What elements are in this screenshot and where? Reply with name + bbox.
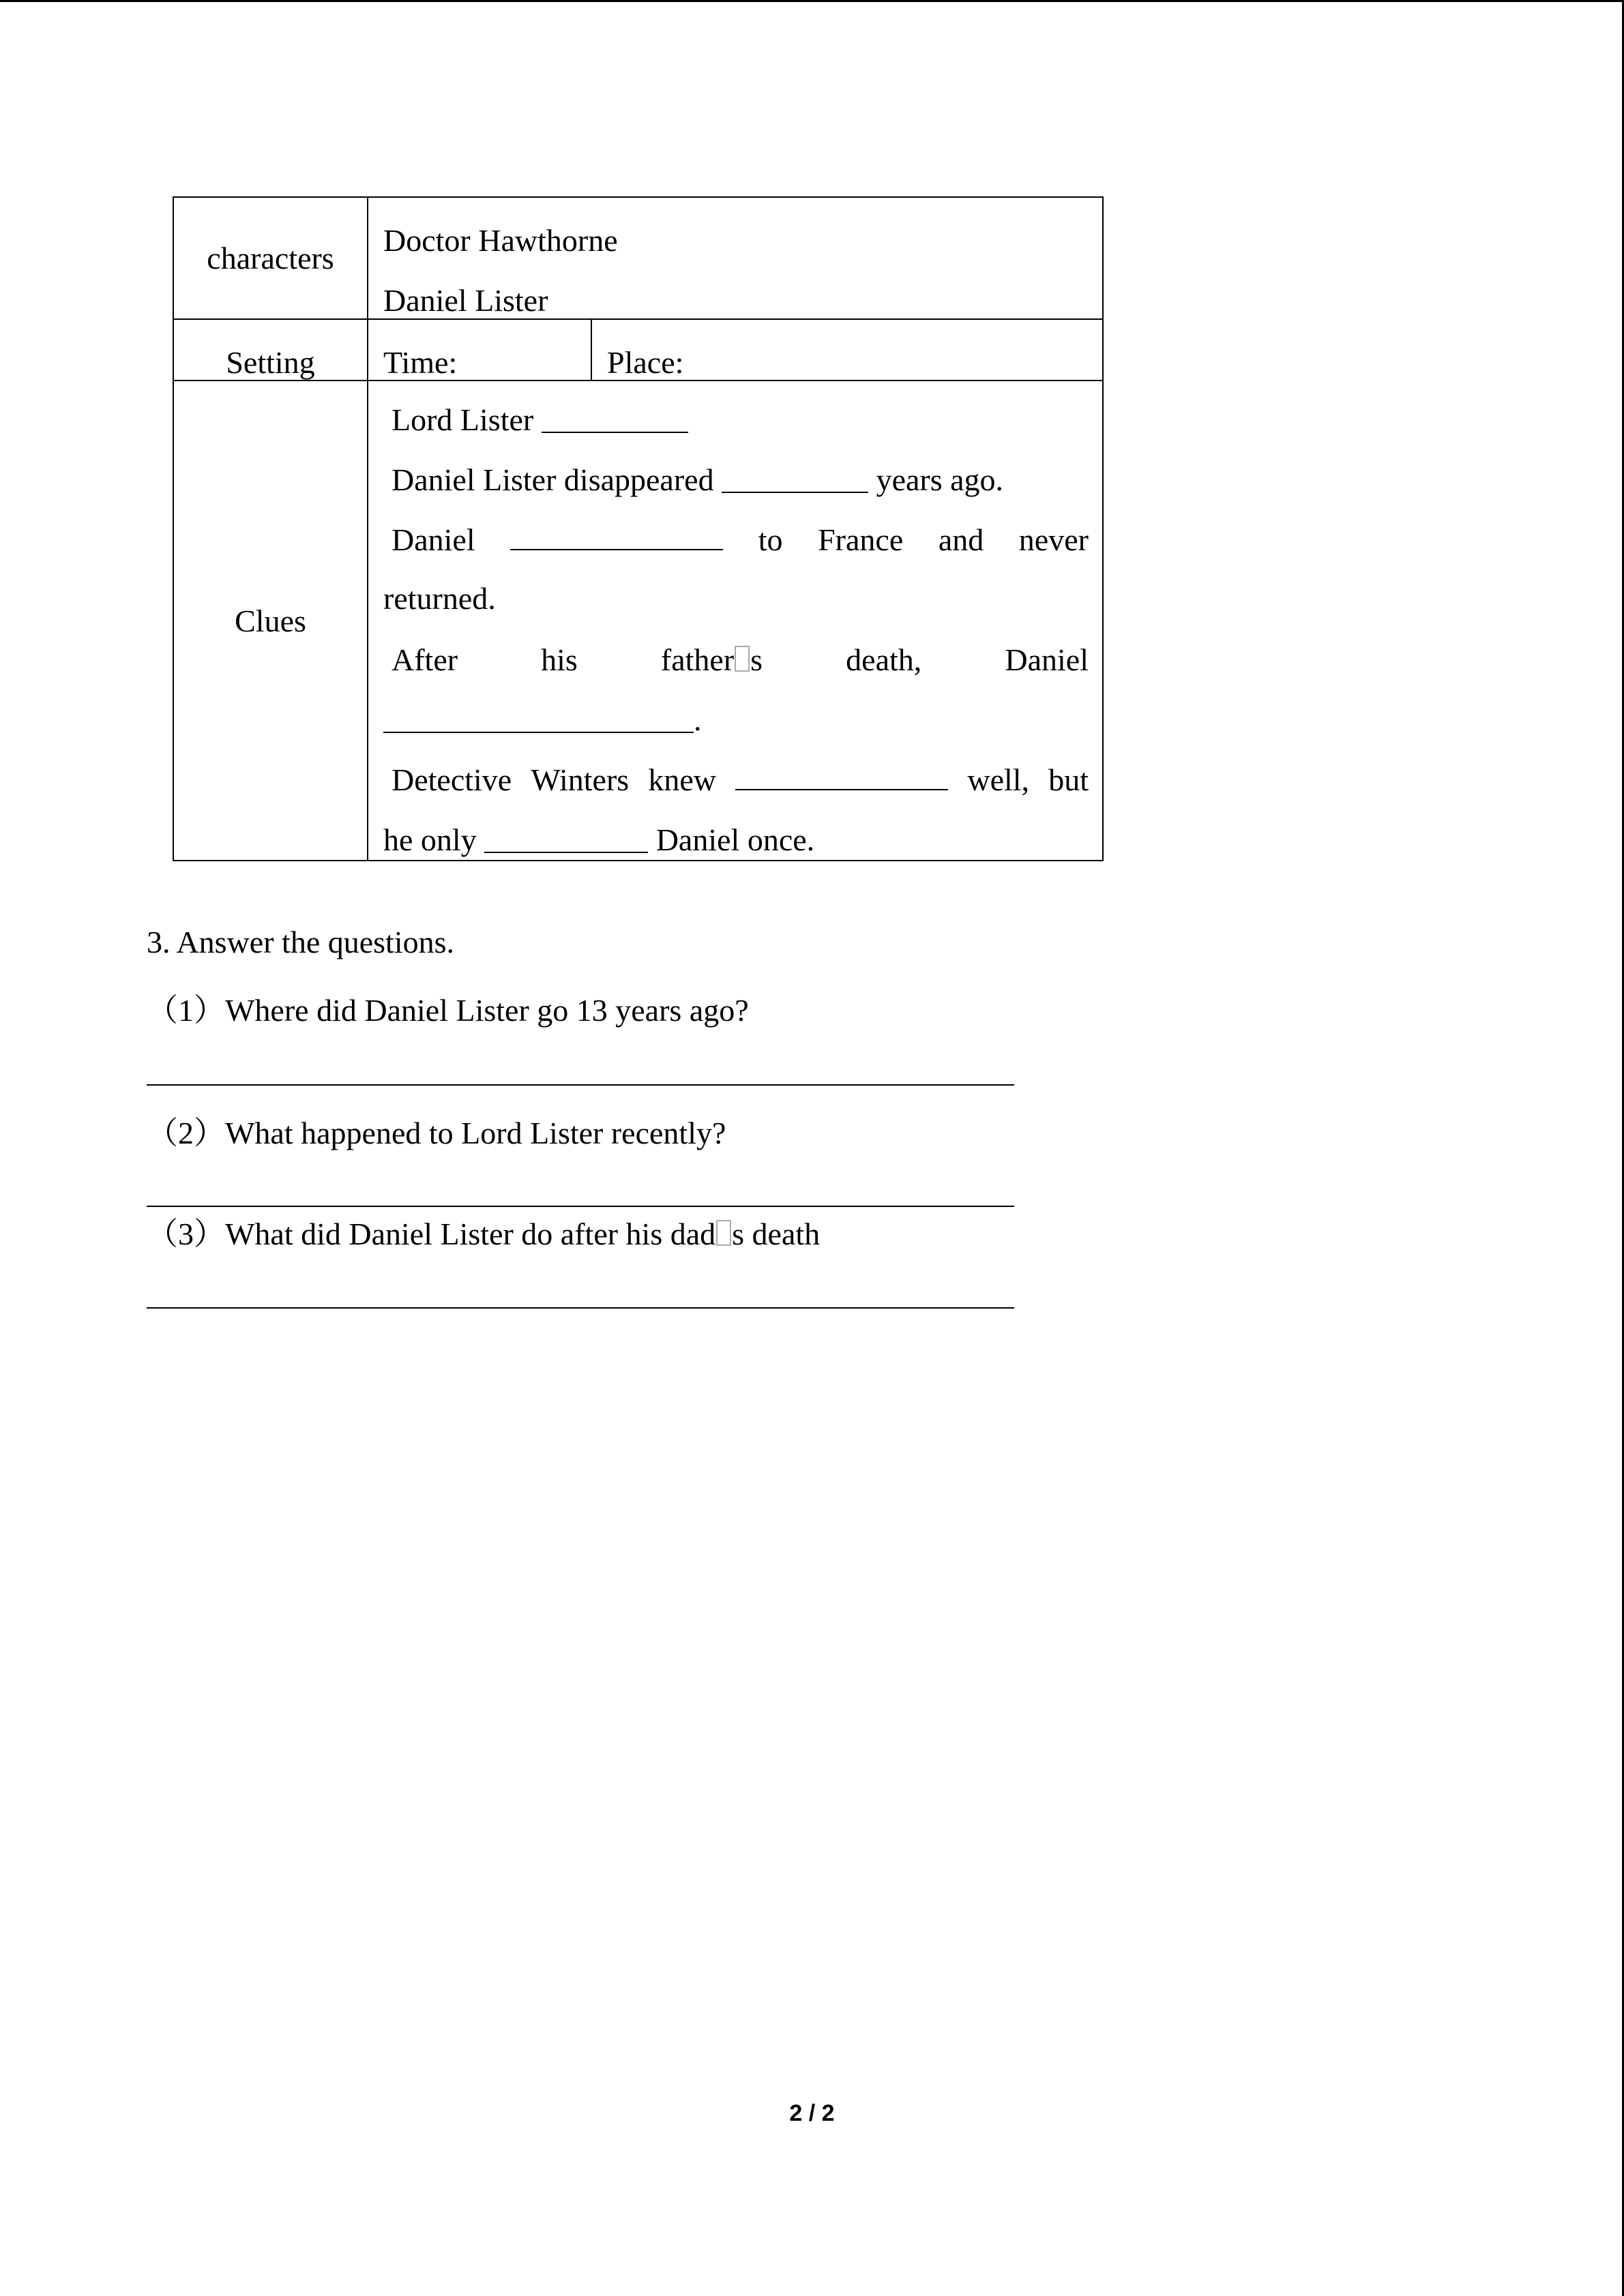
- clue-word: knew: [648, 762, 716, 797]
- character-name: Doctor Hawthorne: [383, 223, 618, 258]
- fill-blank[interactable]: [383, 704, 694, 733]
- fill-blank[interactable]: [722, 464, 868, 493]
- clue-2: [383, 462, 1089, 498]
- clue-text: .: [694, 702, 702, 737]
- clue-word: Daniel: [392, 522, 475, 557]
- clue-text: Lord Lister: [392, 402, 534, 437]
- clue-word: Winters: [531, 762, 630, 797]
- clue-4: [383, 642, 1089, 678]
- clue-4-continued: [383, 702, 1089, 738]
- clue-word: Daniel: [1005, 642, 1089, 677]
- question-3-text: （3）What did Daniel Lister do after his dad: [147, 1217, 716, 1251]
- setting-value-cell: [368, 319, 1103, 381]
- clue-5-continued: [383, 822, 1089, 858]
- characters-value-cell: [368, 197, 1103, 319]
- missing-glyph-icon: [735, 646, 750, 672]
- clue-word: After: [392, 642, 458, 677]
- clue-word: well,: [967, 762, 1030, 797]
- page-top-border: [0, 0, 1624, 2]
- answer-line-1[interactable]: [147, 1084, 1014, 1086]
- questions-heading: 3. Answer the questions.: [147, 925, 455, 959]
- clue-word: never: [1018, 522, 1089, 557]
- clue-word: but: [1048, 762, 1089, 797]
- character-name: Daniel Lister: [383, 283, 548, 318]
- fill-blank[interactable]: [510, 522, 723, 550]
- fill-blank[interactable]: [735, 762, 948, 790]
- clue-1: [383, 402, 1089, 438]
- clue-word: s: [750, 642, 763, 677]
- page-number: 2 / 2: [789, 2100, 835, 2126]
- clue-word: his: [541, 642, 578, 677]
- clue-word: and: [938, 522, 984, 557]
- answer-line-2[interactable]: [147, 1206, 1014, 1207]
- clues-label: Clues: [173, 381, 368, 861]
- clue-text: he only: [383, 822, 477, 857]
- setting-row: [173, 319, 1103, 381]
- clue-word: father: [660, 642, 735, 677]
- clue-text: years ago.: [876, 462, 1004, 497]
- question-2: （2）What happened to Lord Lister recently?: [147, 1116, 726, 1150]
- time-label: Time:: [383, 345, 458, 380]
- question-1: （1）Where did Daniel Lister go 13 years ago?: [147, 993, 749, 1028]
- clue-3-continued: returned.: [383, 581, 496, 616]
- setting-label: [173, 319, 368, 381]
- clue-word: France: [818, 522, 904, 557]
- clues-row: [173, 381, 1103, 861]
- question-3-text: s death: [732, 1217, 821, 1251]
- clue-text: Daniel once.: [655, 822, 815, 857]
- clue-5: [383, 762, 1089, 798]
- setting-place-cell: [592, 320, 1102, 380]
- clue-word: Detective: [392, 762, 512, 797]
- characters-label: characters: [173, 197, 368, 319]
- clue-word: death,: [846, 642, 922, 677]
- clues-value-cell: [368, 381, 1103, 861]
- characters-row: [173, 197, 1103, 319]
- setting-time-cell: [368, 320, 592, 380]
- question-3: [147, 1209, 820, 1254]
- story-map-table: [173, 196, 1104, 861]
- fill-blank[interactable]: [484, 824, 648, 853]
- missing-glyph-icon: [716, 1220, 731, 1246]
- setting-label-text: Setting: [226, 344, 315, 380]
- clue-3: [383, 522, 1089, 558]
- place-label: Place:: [607, 345, 684, 380]
- clue-word: to: [758, 522, 783, 557]
- answer-line-3[interactable]: [147, 1307, 1014, 1309]
- clue-text: Daniel Lister disappeared: [392, 462, 714, 497]
- fill-blank[interactable]: [542, 404, 688, 433]
